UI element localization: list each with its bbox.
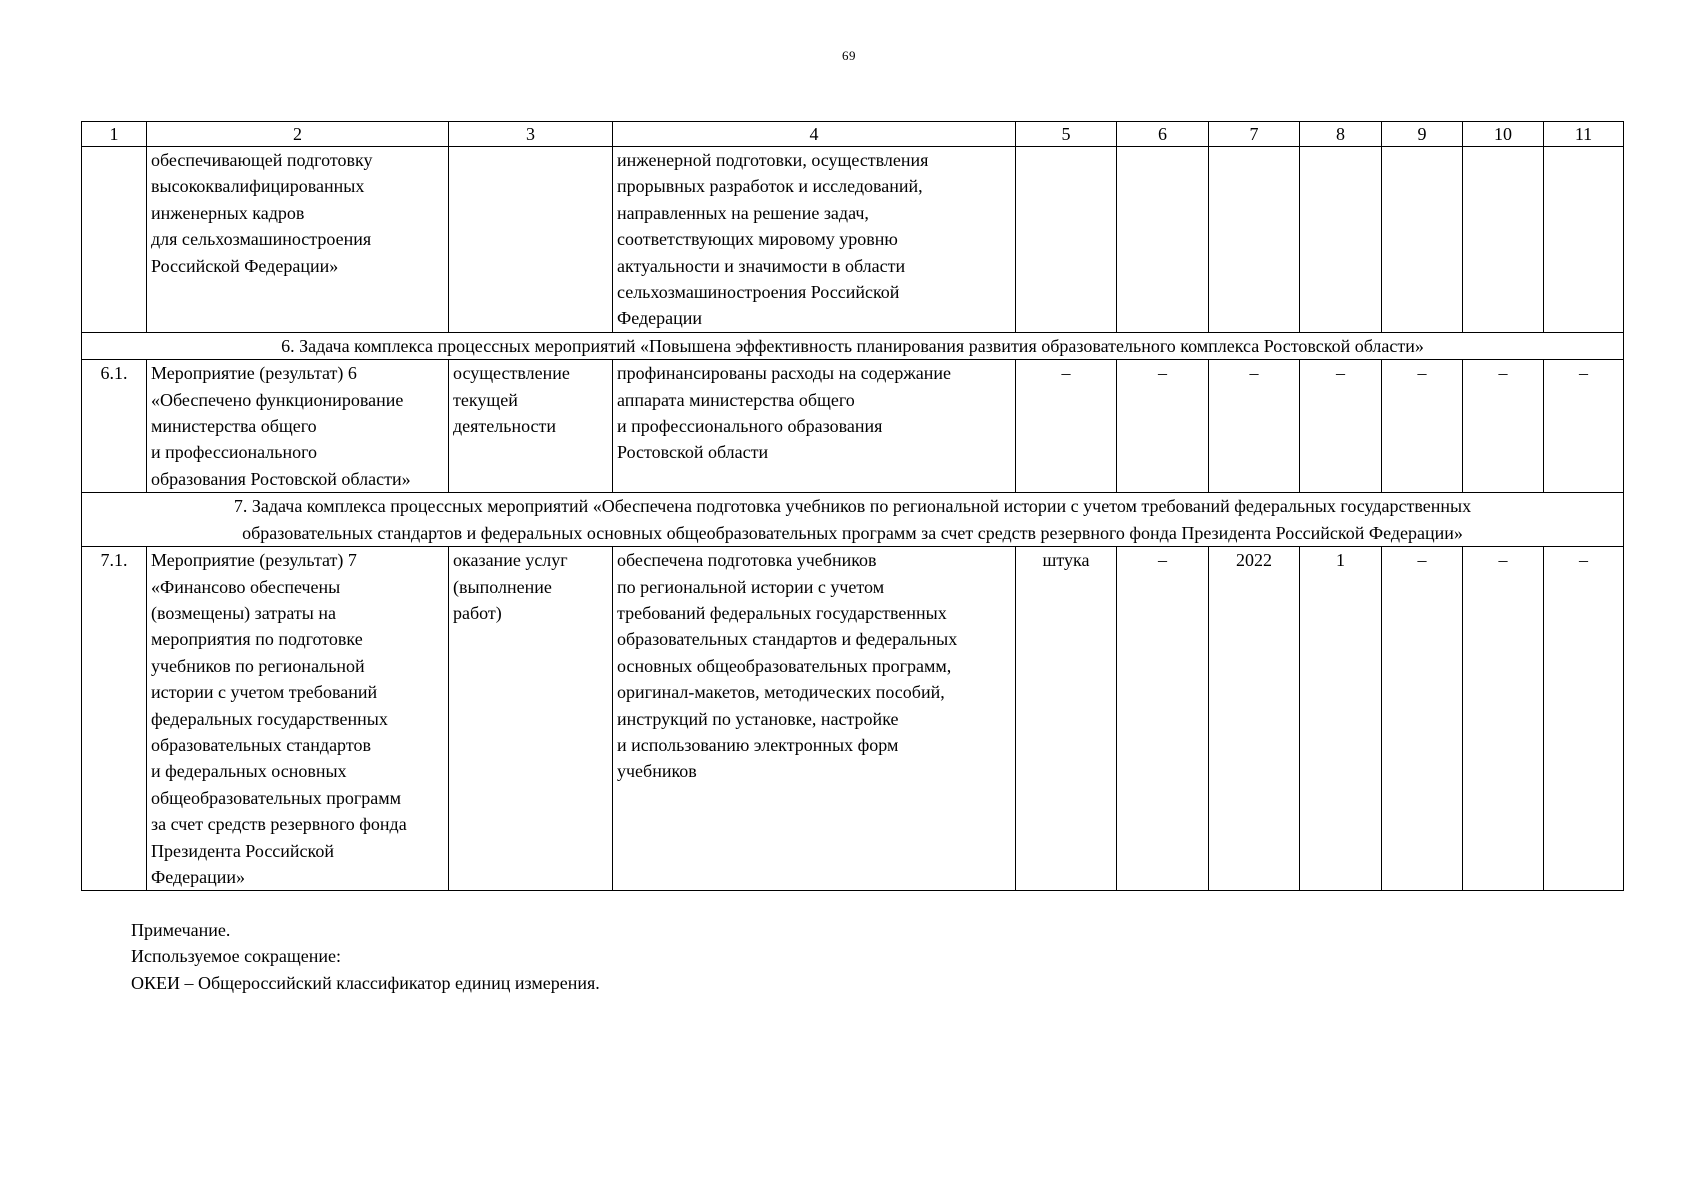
- cont-col-9: [1382, 147, 1463, 333]
- cont-col-6: [1117, 147, 1209, 333]
- header-col-11: 11: [1544, 122, 1624, 147]
- row-6-1-number: 6.1.: [82, 360, 147, 493]
- row-7-1-col-10: –: [1463, 547, 1544, 891]
- cont-col-5: [1016, 147, 1117, 333]
- header-col-2: 2: [147, 122, 449, 147]
- row-6-1-col-8: –: [1300, 360, 1382, 493]
- row-7-1-characteristic: обеспечена подготовка учебников по региональной истории с учетом требований федеральных государственных образовательных стандартов и федеральных основных общеобразовательных программ, оригинал-макетов, методических пособий, инструкций по установке, настройке и использованию электронных форм учебников: [613, 547, 1016, 891]
- row-6-1-col-10: –: [1463, 360, 1544, 493]
- row-7-1-col-8: 1: [1300, 547, 1382, 891]
- header-col-8: 8: [1300, 122, 1382, 147]
- note-abbrev-heading: Используемое сокращение:: [131, 946, 341, 967]
- header-col-10: 10: [1463, 122, 1544, 147]
- row-6-1-col-7: –: [1209, 360, 1300, 493]
- row-6-1-type: осуществление текущей деятельности: [449, 360, 613, 493]
- row-6-1-col-9: –: [1382, 360, 1463, 493]
- continuation-row: [82, 147, 1624, 333]
- row-6-1: [82, 360, 1624, 493]
- row-6-1-col-6: –: [1117, 360, 1209, 493]
- cont-col-8: [1300, 147, 1382, 333]
- footnote: [131, 917, 600, 996]
- note-title: Примечание.: [131, 920, 231, 940]
- header-col-3: 3: [449, 122, 613, 147]
- row-7-1-col-5: штука: [1016, 547, 1117, 891]
- row-6-1-measure: Мероприятие (результат) 6 «Обеспечено функционирование министерства общего и профессионального образования Ростовской области»: [147, 360, 449, 493]
- header-col-6: 6: [1117, 122, 1209, 147]
- header-row: [82, 122, 1624, 147]
- row-7-1-measure: Мероприятие (результат) 7 «Финансово обеспечены (возмещены) затраты на мероприятия по подготовке учебников по региональной истории с учетом требований федеральных государственных образовательных стандартов и федеральных основных общеобразовательных программ за счет средств резервного фонда Президента Российской Федерации»: [147, 547, 449, 891]
- task-6-row: [82, 332, 1624, 359]
- row-7-1-col-9: –: [1382, 547, 1463, 891]
- row-6-1-characteristic: профинансированы расходы на содержание аппарата министерства общего и профессионального образования Ростовской области: [613, 360, 1016, 493]
- row-7-1-col-7: 2022: [1209, 547, 1300, 891]
- cont-col-2: обеспечивающей подготовку высококвалифицированных инженерных кадров для сельхозмашиностроения Российской Федерации»: [147, 147, 449, 333]
- row-6-1-col-5: –: [1016, 360, 1117, 493]
- cont-col-10: [1463, 147, 1544, 333]
- header-col-1: 1: [82, 122, 147, 147]
- measures-table: [81, 121, 1624, 891]
- row-7-1-number: 7.1.: [82, 547, 147, 891]
- cont-col-4: инженерной подготовки, осуществления прорывных разработок и исследований, направленных на решение задач, соответствующих мировому уровню актуальности и значимости в области сельхозмашиностроения Российской Федерации: [613, 147, 1016, 333]
- cont-col-1: [82, 147, 147, 333]
- header-col-7: 7: [1209, 122, 1300, 147]
- task-7-row: [82, 493, 1624, 547]
- cont-col-7: [1209, 147, 1300, 333]
- page-number: 69: [842, 48, 856, 63]
- cont-col-11: [1544, 147, 1624, 333]
- row-7-1-col-11: –: [1544, 547, 1624, 891]
- task-6-title: 6. Задача комплекса процессных мероприятий «Повышена эффективность планирования развития образовательного комплекса Ростовской области»: [82, 332, 1624, 359]
- note-abbrev-okei: ОКЕИ – Общероссийский классификатор единиц измерения.: [131, 972, 600, 993]
- row-7-1-col-6: –: [1117, 547, 1209, 891]
- row-7-1: [82, 547, 1624, 891]
- cont-col-3: [449, 147, 613, 333]
- header-col-9: 9: [1382, 122, 1463, 147]
- row-6-1-col-11: –: [1544, 360, 1624, 493]
- header-col-5: 5: [1016, 122, 1117, 147]
- task-7-title: 7. Задача комплекса процессных мероприятий «Обеспечена подготовка учебников по региональной истории с учетом требований федеральных государственных образовательных стандартов и федеральных основных общеобразовательных программ за счет средств резервного фонда Президента Российской Федерации»: [82, 493, 1624, 547]
- header-col-4: 4: [613, 122, 1016, 147]
- row-7-1-type: оказание услуг (выполнение работ): [449, 547, 613, 891]
